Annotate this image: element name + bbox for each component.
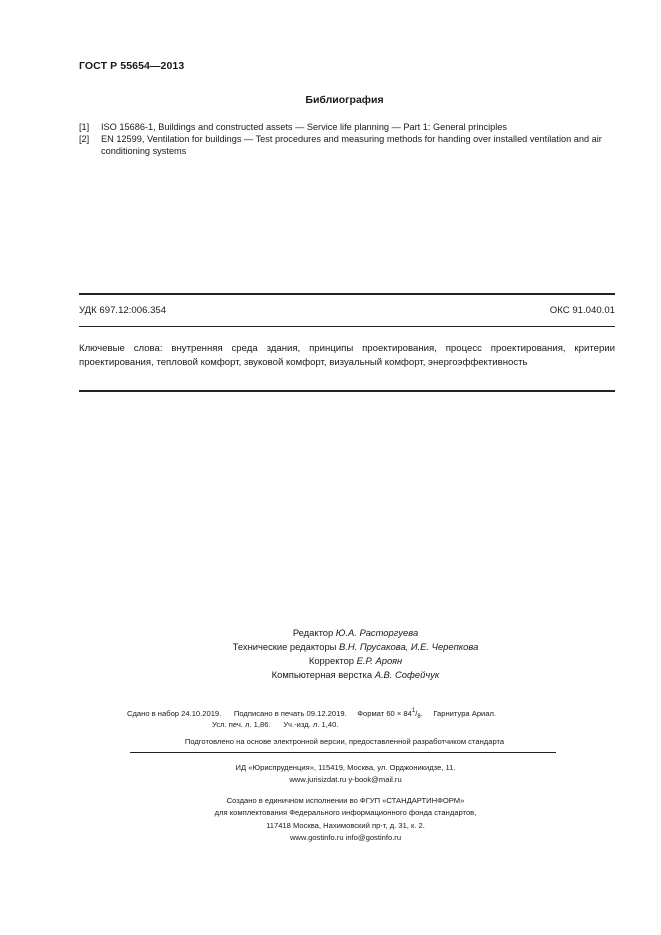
bibliography-item <box>79 121 619 133</box>
bibliography-item-text: ISO 15686-1, Buildings and constructed assets — Service life planning — Part 1: General principles <box>101 122 507 132</box>
producer-contacts: www.gostinfo.ru info@gostinfo.ru <box>289 833 402 842</box>
producer-block <box>0 795 661 819</box>
udk-code: УДК 697.12:006.354 <box>79 305 167 316</box>
format-label: Формат 60 × 84 <box>357 709 412 718</box>
bibliography-title: Библиография <box>305 94 384 106</box>
typeface: Гарнитура Ариал. <box>433 709 497 718</box>
bibliography-item-number: [1] <box>79 122 90 132</box>
bibliography-item-text: EN 12599, Ventilation for buildings — Test procedures and measuring methods for handing over installed ventilation and air conditioning systems <box>101 134 602 156</box>
bibliography-item <box>79 133 619 157</box>
print-sheets: Усл. печ. л. 1,86. <box>212 720 271 729</box>
editor-label: Редактор <box>292 627 334 638</box>
submitted-date: Сдано в набор 24.10.2019. <box>127 709 222 718</box>
tech-editors-line <box>50 640 661 654</box>
publication-sheets: Уч.-изд. л. 1,40. <box>283 720 339 729</box>
layout-label: Компьютерная верстка <box>271 669 373 680</box>
producer-purpose: для комплектования Федерального информационного фонда стандартов, <box>214 808 477 817</box>
standard-number: ГОСТ Р 55654—2013 <box>79 60 185 72</box>
keywords: Ключевые слова: внутренняя среда здания, принципы проектирования, процесс проектирования, критерии проектирования, тепловой комфорт, звуковой комфорт, визуальный комфорт, энергоэффективность <box>79 343 615 368</box>
corrector-label: Корректор <box>308 655 355 666</box>
middle-divider <box>79 326 615 327</box>
imprint-divider <box>130 752 556 753</box>
bottom-divider <box>79 390 615 392</box>
format-denominator: 8 <box>417 714 421 720</box>
layout-line <box>50 668 661 682</box>
corrector-name: Е.Р. Ароян <box>356 655 403 666</box>
top-divider <box>79 293 615 295</box>
format-numerator: 1 <box>411 708 416 714</box>
tech-editors-names: В.Н. Прусакова, И.Е. Черепкова <box>339 641 479 652</box>
producer-address: 117418 Москва, Нахимовский пр-т, д. 31, к. 2. <box>266 821 425 830</box>
producer-name: Создано в единичном исполнении во ФГУП «СТАНДАРТИНФОРМ» <box>226 796 465 805</box>
publisher-block <box>0 762 661 786</box>
publisher-contacts: www.jurisizdat.ru y-book@mail.ru <box>289 775 402 784</box>
layout-name: А.В. Софейчук <box>374 669 440 680</box>
producer-address-block <box>0 820 661 844</box>
corrector-line <box>50 654 661 668</box>
signed-date: Подписано в печать 09.12.2019. <box>233 709 347 718</box>
oks-code: ОКС 91.040.01 <box>549 305 615 316</box>
imprint-line-2 <box>212 720 338 729</box>
bibliography-list <box>79 121 619 157</box>
imprint-line-1: Сдано в набор 24.10.2019. Подписано в печать 09.12.2019. Формат $60 \times 84^1/_8$. Гарнитура Ариал. <box>127 708 497 720</box>
publisher-address: ИД «Юриспруденция», 115419, Москва, ул. Орджоникидзе, 11. <box>235 763 456 772</box>
editor-name: Ю.А. Расторгуева <box>335 627 419 638</box>
tech-editors-label: Технические редакторы <box>232 641 337 652</box>
credits-block <box>0 626 661 682</box>
bibliography-item-number: [2] <box>79 134 90 144</box>
prepared-note: Подготовлено на основе электронной версии, предоставленной разработчиком стандарта <box>184 737 505 746</box>
editor-line <box>50 626 661 640</box>
